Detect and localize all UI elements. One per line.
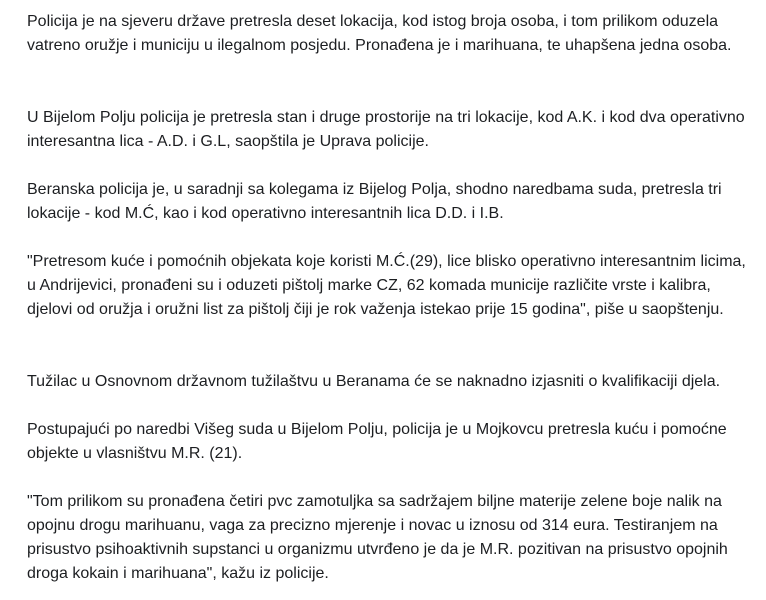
article-body (27, 10, 757, 586)
paragraph-berane: Beranska policija je, u saradnji sa kolegama iz Bijelog Polja, shodno naredbama suda, pretresla tri lokacije - kod M.Ć, kao i kod operativno interesantnih lica D.D. i I.B. (27, 181, 722, 222)
paragraph-intro: Policija je na sjeveru države pretresla deset lokacija, kod istog broja osoba, i tom prilikom oduzela vatreno oružje i municiju u ilegalnom posjedu. Pronađena je i marihuana, te uhapšena jedna osoba. (27, 13, 732, 54)
paragraph-mojkovac: Postupajući po naredbi Višeg suda u Bijelom Polju, policija je u Mojkovcu pretresla kuću i pomoćne objekte u vlasništvu M.R. (21). (27, 421, 727, 462)
paragraph-prosecutor: Tužilac u Osnovnom državnom tužilaštvu u Beranama će se naknadno izjasniti o kvalifikaciji djela. (27, 373, 721, 390)
paragraph-bijelo-polje: U Bijelom Polju policija je pretresla stan i druge prostorije na tri lokacije, kod A.K. i kod dva operativno interesantna lica - A.D. i G.L, saopštila je Uprava policije. (27, 109, 745, 150)
paragraph-quote-police: "Tom prilikom su pronađena četiri pvc zamotuljka sa sadržajem biljne materije zelene boje nalik na opojnu drogu marihuanu, vaga za precizno mjerenje i novac u iznosu od 314 eura. Testiranjem na prisustvo psihoaktivnih supstanci u organizmu utvrđeno je da je M.R. pozitivan na prisustvo opojnih droga kokain i marihuana", kažu iz policije. (27, 493, 728, 582)
paragraph-quote-andrijevica: "Pretresom kuće i pomoćnih objekata koje koristi M.Ć.(29), lice blisko operativno interesantnim licima, u Andrijevici, pronađeni su i oduzeti pištolj marke CZ, 62 komada municije različite vrste i kalibra, djelovi od oružja i oružni list za pištolj čiji je rok važenja istekao prije 15 godina", piše u saopštenju. (27, 253, 746, 318)
